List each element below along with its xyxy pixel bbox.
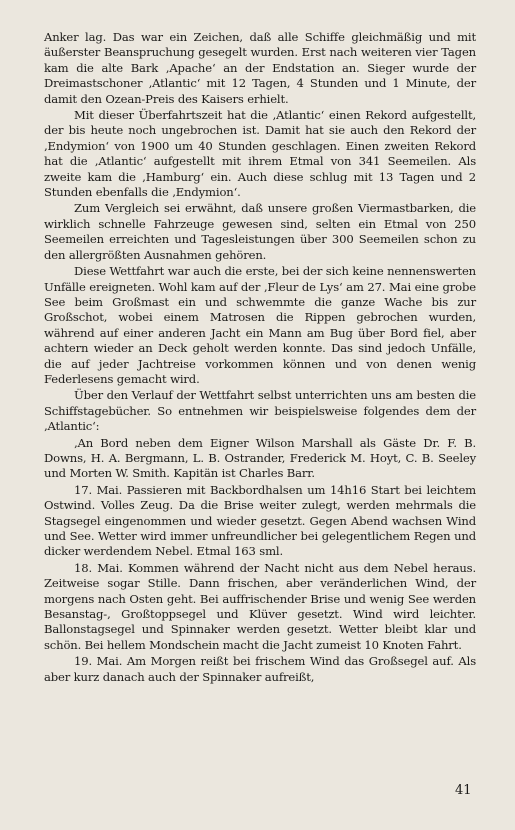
- paragraph-text: Diese Wettfahrt war auch die erste, bei der sich keine nennenswerten Unfälle ereigneten. Wohl kam auf der ‚Fleur de Lys‘ am 27. Mai eine grobe See beim Großmast ein und schwemmte die ganze Wache bis zur Großschot, wobei einem Matrosen die Rippen gebrochen wurden, während auf einer anderen Jacht ein Mann am Bug über Bord fiel, aber achtern wieder an Deck geholt werden konnte. Das sind jedoch Unfälle, die auf jeder Jachtreise vorkommen können und von denen wenig Federlesens gemacht wird.: [44, 264, 476, 386]
- page-number: 41: [455, 783, 472, 798]
- paragraph-text: Über den Verlauf der Wettfahrt selbst unterrichten uns am besten die Schiffstagebücher. So entnehmen wir beispielsweise folgendes dem der ‚Atlantic‘:: [44, 388, 476, 434]
- paragraph: [44, 201, 476, 263]
- paragraph-text: 17. Mai. Passieren mit Backbordhalsen um 14h16 Start bei leichtem Ostwind. Volles Zeug. Da die Brise weiter zulegt, werden mehrmals die Stagsegel eingenommen und wieder gesetzt. Gegen Abend wachsen Wind und See. Wetter wird immer unfreundlicher bei gelegentlichem Regen und dicker werdendem Nebel. Etmal 163 sml.: [44, 482, 476, 559]
- paragraph: [44, 436, 476, 482]
- paragraph-text: 19. Mai. Am Morgen reißt bei frischem Wind das Großsegel auf. Als aber kurz danach auch der Spinnaker aufreißt,: [44, 654, 476, 684]
- paragraph: [44, 654, 476, 685]
- paragraph-text: 18. Mai. Kommen während der Nacht nicht aus dem Nebel heraus. Zeitweise sogar Stille. Dann frischen, aber veränderlichen Wind, der morgens nach Osten geht. Bei auffrischender Brise und wenig See werden Besanstag-, Großtoppsegel und Klüver gesetzt. Wind wird leichter. Ballonstagsegel und Spinnaker werden gesetzt. Wetter bleibt klar und schön. Bei hellem Mondschein macht die Jacht zumeist 10 Knoten Fahrt.: [44, 560, 476, 652]
- paragraph-text: Zum Vergleich sei erwähnt, daß unsere großen Viermastbarken, die wirklich schnelle Fahrzeuge gewesen sind, selten ein Etmal von 250 Seemeilen erreichten und Tagesleistungen über 300 Seemeilen schon zu den allergrößten Ausnahmen gehören.: [44, 201, 476, 262]
- paragraph: [44, 388, 476, 434]
- body-text: [44, 30, 476, 686]
- paragraph: [44, 561, 476, 653]
- paragraph-text: Mit dieser Überfahrtszeit hat die ‚Atlantic‘ einen Rekord aufgestellt, der bis heute noch ungebrochen ist. Damit hat sie auch den Rekord der ‚Endymion‘ von 1900 um 40 Stunden geschlagen. Einen zweiten Rekord hat die ‚Atlantic‘ aufgestellt mit ihrem Etmal von 341 Seemeilen. Als zweite kam die ‚Hamburg‘ ein. Auch diese schlug mit 13 Tagen und 2 Stunden ebenfalls die ‚Endymion‘.: [44, 108, 476, 200]
- paragraph: [44, 483, 476, 560]
- paragraph: [44, 108, 476, 200]
- paragraph: [44, 264, 476, 387]
- paragraph-text: ‚An Bord neben dem Eigner Wilson Marshall als Gäste Dr. F. B. Downs, H. A. Bergmann, L. B. Ostrander, Frederick M. Hoyt, C. B. Seeley und Morten W. Smith. Kapitän ist Charles Barr.: [44, 435, 476, 481]
- paragraph-text: Anker lag. Das war ein Zeichen, daß alle Schiffe gleichmäßig und mit äußerster Beanspruchung gesegelt wurden. Erst nach weiteren vier Tagen kam die alte Bark ‚Apache‘ an der Endstation an. Sieger wurde der Dreimastschoner ‚Atlantic‘ mit 12 Tagen, 4 Stunden und 1 Minute, der damit den Ozean-Preis des Kaisers erhielt.: [44, 30, 476, 106]
- paragraph: [44, 30, 476, 107]
